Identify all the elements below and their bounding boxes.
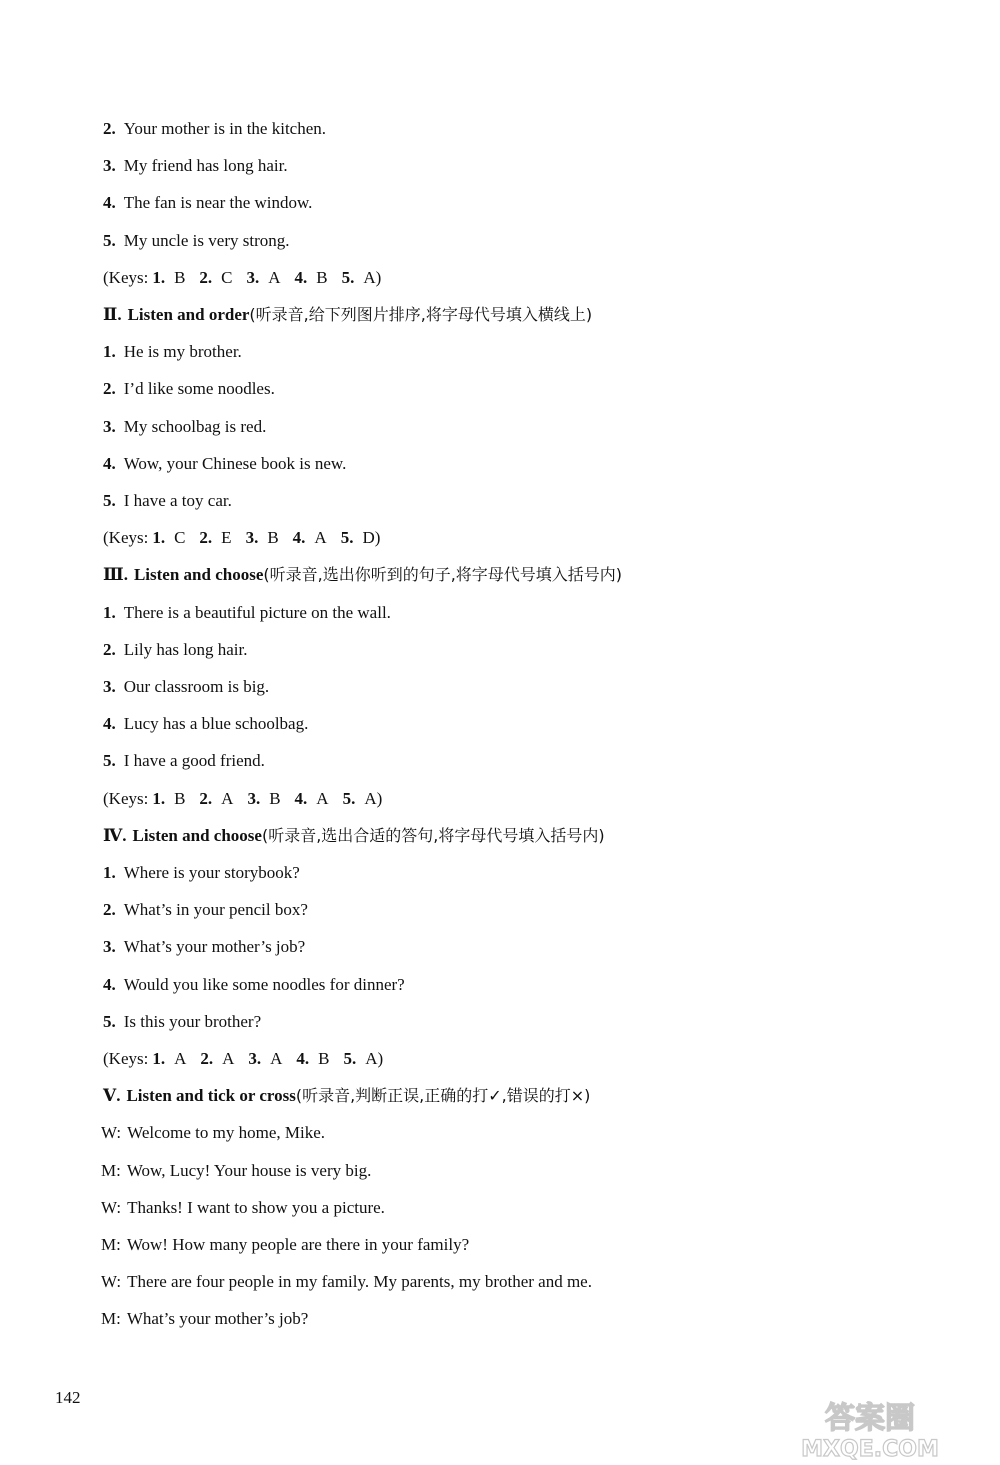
speaker-label: M:: [101, 1309, 121, 1329]
item-text: Is this your brother?: [123, 1011, 262, 1031]
list-item: [103, 974, 405, 996]
list-item: [103, 416, 266, 438]
dialog-text: What’s your mother’s job?: [126, 1309, 309, 1329]
answer-keys: [103, 527, 380, 549]
key-answer: B: [316, 267, 328, 287]
key-answer: A: [268, 267, 281, 287]
key-number: 4.: [294, 267, 308, 287]
item-number: 5.: [103, 491, 116, 510]
key-number: 1.: [152, 1049, 166, 1068]
list-item: [103, 899, 308, 921]
key-number: 2.: [199, 267, 213, 287]
dialog-text: Wow, Lucy! Your house is very big.: [126, 1160, 372, 1180]
list-item: [103, 341, 242, 363]
section-heading: [103, 1085, 590, 1107]
list-item: [103, 602, 391, 624]
dialog-line: [101, 1308, 308, 1330]
item-number: 5.: [103, 230, 116, 250]
key-number: 2.: [200, 1049, 214, 1068]
section-title: Listen and order: [127, 305, 250, 324]
dialog-line: [101, 1160, 371, 1182]
item-number: 4.: [103, 714, 116, 734]
answer-keys: [103, 267, 381, 289]
key-answer: B: [174, 267, 186, 287]
key-number: 1.: [152, 528, 166, 548]
key-number: 1.: [152, 267, 166, 287]
key-answer: A): [364, 788, 383, 808]
list-item: [103, 713, 308, 735]
item-text: There is a beautiful picture on the wall.: [123, 602, 391, 622]
dialog-line: [101, 1271, 592, 1293]
item-text: I have a good friend.: [123, 751, 265, 771]
section-title: Listen and tick or cross: [126, 1086, 296, 1106]
item-number: 1.: [103, 342, 116, 362]
answer-keys: [103, 788, 382, 810]
dialog-text: Welcome to my home, Mike.: [127, 1123, 326, 1143]
section-roman-numeral: Ⅴ.: [103, 1086, 121, 1106]
item-text: Your mother is in the kitchen.: [123, 119, 327, 138]
list-item: [103, 378, 275, 400]
key-answer: B: [269, 788, 281, 808]
keys-prefix: (Keys:: [103, 528, 149, 548]
key-answer: B: [267, 528, 279, 548]
list-item: [103, 936, 305, 958]
item-number: 1.: [103, 602, 116, 622]
list-item: [103, 676, 269, 698]
list-item: [103, 1011, 261, 1033]
item-number: 2.: [103, 379, 116, 399]
dialog-text: Wow! How many people are there in your family?: [126, 1235, 470, 1254]
item-text: What’s in your pencil box?: [123, 900, 308, 920]
speaker-label: W:: [101, 1197, 122, 1217]
list-item: [103, 118, 326, 140]
speaker-label: M:: [101, 1160, 121, 1180]
list-item: [103, 453, 346, 475]
speaker-label: W:: [101, 1272, 122, 1292]
section-heading: [103, 304, 592, 326]
key-answer: A: [316, 788, 329, 808]
list-item: [103, 862, 300, 884]
key-answer: A: [314, 528, 327, 548]
speaker-label: W:: [101, 1123, 122, 1143]
item-number: 1.: [103, 863, 116, 882]
dialog-line: [101, 1197, 385, 1219]
section-title: Listen and choose: [133, 565, 264, 585]
keys-prefix: (Keys:: [103, 788, 149, 808]
key-answer: E: [221, 528, 232, 548]
section-heading: [103, 825, 605, 847]
item-number: 4.: [103, 453, 116, 473]
key-answer: B: [174, 788, 186, 808]
key-number: 4.: [294, 788, 308, 808]
item-text: Lily has long hair.: [123, 639, 248, 659]
page-number: 142: [55, 1388, 81, 1407]
key-number: 5.: [343, 1049, 357, 1068]
list-item: [103, 230, 289, 252]
key-number: 3.: [248, 1049, 262, 1068]
key-number: 2.: [199, 528, 213, 548]
key-number: 2.: [199, 788, 213, 808]
key-answer: C: [174, 528, 186, 548]
dialog-line: [101, 1234, 469, 1256]
item-number: 2.: [103, 639, 116, 659]
dialog-text: Thanks! I want to show you a picture.: [127, 1197, 385, 1217]
section-instructions: (听录音,给下列图片排序,将字母代号填入横线上): [249, 305, 593, 324]
item-text: Our classroom is big.: [123, 677, 270, 696]
item-text: Wow, your Chinese book is new.: [123, 453, 347, 473]
item-text: My uncle is very strong.: [123, 230, 290, 250]
item-text: The fan is near the window.: [123, 193, 313, 213]
section-instructions: (听录音,选出合适的答句,将字母代号填入括号内): [261, 825, 605, 845]
section-instructions: (听录音,判断正误,正确的打✓,错误的打×): [295, 1086, 591, 1106]
item-number: 5.: [103, 1011, 116, 1031]
key-number: 5.: [340, 528, 354, 548]
watermark-top-text: 答案圈: [825, 1401, 915, 1436]
key-answer: A: [270, 1049, 283, 1068]
item-number: 3.: [103, 416, 116, 436]
list-item: [103, 490, 232, 512]
key-answer: C: [221, 267, 233, 287]
watermark-logo-graphic: [745, 1398, 995, 1460]
key-answer: A: [221, 788, 234, 808]
section-roman-numeral: Ⅲ.: [103, 565, 128, 585]
key-answer: A: [222, 1049, 235, 1068]
item-text: I have a toy car.: [123, 491, 232, 510]
key-answer: A: [174, 1049, 187, 1068]
item-text: My schoolbag is red.: [123, 416, 267, 436]
item-number: 5.: [103, 751, 116, 771]
watermark-logo: [745, 1398, 995, 1460]
key-answer: A): [363, 267, 382, 287]
key-number: 3.: [245, 528, 259, 548]
item-text: Where is your storybook?: [123, 863, 300, 882]
key-answer: D): [362, 528, 381, 548]
section-instructions: (听录音,选出你听到的句子,将字母代号填入括号内): [263, 565, 623, 585]
section-roman-numeral: Ⅳ.: [103, 825, 127, 845]
section-title: Listen and choose: [132, 825, 262, 845]
section-roman-numeral: Ⅱ.: [103, 305, 122, 324]
watermark-bottom-text: MXQE.COM: [801, 1437, 939, 1460]
item-number: 3.: [103, 937, 116, 957]
key-number: 3.: [247, 788, 261, 808]
item-text: Would you like some noodles for dinner?: [123, 974, 405, 994]
answer-keys: [103, 1048, 383, 1070]
key-number: 3.: [246, 267, 260, 287]
list-item: [103, 155, 288, 177]
key-number: 4.: [292, 528, 306, 548]
list-item: [103, 192, 312, 214]
item-number: 4.: [103, 193, 116, 213]
dialog-line: [101, 1122, 325, 1144]
dialog-text: There are four people in my family. My parents, my brother and me.: [127, 1272, 592, 1292]
item-number: 3.: [103, 677, 116, 696]
speaker-label: M:: [101, 1235, 121, 1254]
list-item: [103, 750, 265, 772]
list-item: [103, 639, 247, 661]
keys-prefix: (Keys:: [103, 1049, 149, 1068]
item-text: My friend has long hair.: [123, 156, 288, 176]
item-text: I’d like some noodles.: [123, 379, 275, 399]
item-number: 3.: [103, 156, 116, 176]
item-number: 2.: [103, 900, 116, 920]
item-text: He is my brother.: [123, 342, 242, 362]
item-number: 4.: [103, 974, 116, 994]
item-number: 2.: [103, 119, 116, 138]
keys-prefix: (Keys:: [103, 267, 149, 287]
key-number: 4.: [296, 1049, 310, 1068]
key-number: 5.: [342, 788, 356, 808]
key-number: 1.: [152, 788, 166, 808]
item-text: Lucy has a blue schoolbag.: [123, 714, 309, 734]
key-answer: B: [318, 1049, 330, 1068]
section-heading: [103, 564, 622, 586]
key-number: 5.: [341, 267, 355, 287]
key-answer: A): [365, 1049, 384, 1068]
item-text: What’s your mother’s job?: [123, 937, 306, 957]
